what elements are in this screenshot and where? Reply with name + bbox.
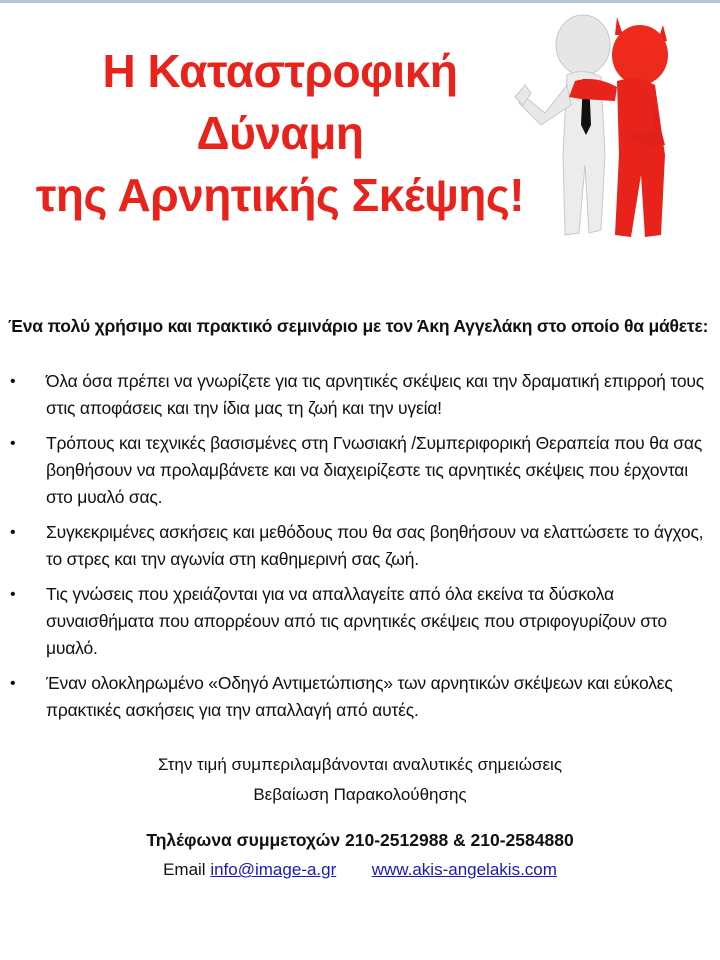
email-label: Email <box>163 860 206 879</box>
email-link[interactable]: info@image-a.gr <box>210 860 337 879</box>
bullet-icon: • <box>10 435 16 452</box>
website-link[interactable]: www.akis-angelakis.com <box>371 860 557 879</box>
list-item: • Τρόπους και τεχνικές βασισμένες στη Γνωσιακή /Συμπεριφορική Θεραπεία που θα σας βοηθήσουν να προλαμβάνετε και να διαχειρίζεστε τις αρνητικές σκέψεις που έρχονται στο μυαλό σας. <box>8 430 713 511</box>
intro-text: Ένα πολύ χρήσιμο και πρακτικό σεμινάριο με τον Άκη Αγγελάκη στο οποίο θα μάθετε: <box>8 316 709 336</box>
title-line-1: Η Καταστροφική <box>102 45 458 97</box>
benefits-list <box>8 368 713 732</box>
footer <box>0 750 720 885</box>
title-line-2: Δύναμη <box>196 107 364 159</box>
list-item: • Τις γνώσεις που χρειάζονται για να απαλλαγείτε από όλα εκείνα τα δύσκολα συναισθήματα που απορρέουν από τις αρνητικές σκέψεις που στριφογυρίζουν στο μυαλό. <box>8 581 713 662</box>
bullet-icon: • <box>10 373 16 390</box>
list-item: • Έναν ολοκληρωμένο «Οδηγό Αντιμετώπισης» των αρνητικών σκέψεων και εύκολες πρακτικές ασκήσεις για την απαλλαγή από αυτές. <box>8 670 713 724</box>
contact-line <box>0 855 720 885</box>
bullet-icon: • <box>10 675 16 692</box>
phone-numbers: Τηλέφωνα συμμετοχών 210-2512988 & 210-2584880 <box>146 830 574 850</box>
bullet-icon: • <box>10 524 16 541</box>
certificate-text: Βεβαίωση Παρακολούθησης <box>253 785 467 804</box>
top-border <box>0 0 720 3</box>
title-line-3: της Αρνητικής Σκέψης! <box>35 169 525 221</box>
devil-and-man-illustration <box>505 5 715 245</box>
list-item: • Όλα όσα πρέπει να γνωρίζετε για τις αρνητικές σκέψεις και την δραματική επιρροή τους στις αποφάσεις και την ίδια μας τη ζωή και την υγεία! <box>8 368 713 422</box>
devil-figure-icon <box>505 5 715 245</box>
bullet-icon: • <box>10 586 16 603</box>
notes-included-text: Στην τιμή συμπεριλαμβάνονται αναλυτικές σημειώσεις <box>157 755 563 774</box>
page-title <box>0 40 560 226</box>
list-item: • Συγκεκριμένες ασκήσεις και μεθόδους που θα σας βοηθήσουν να ελαττώσετε το άγχος, το στρες και την αγωνία στη καθημερινή σας ζωή. <box>8 519 713 573</box>
